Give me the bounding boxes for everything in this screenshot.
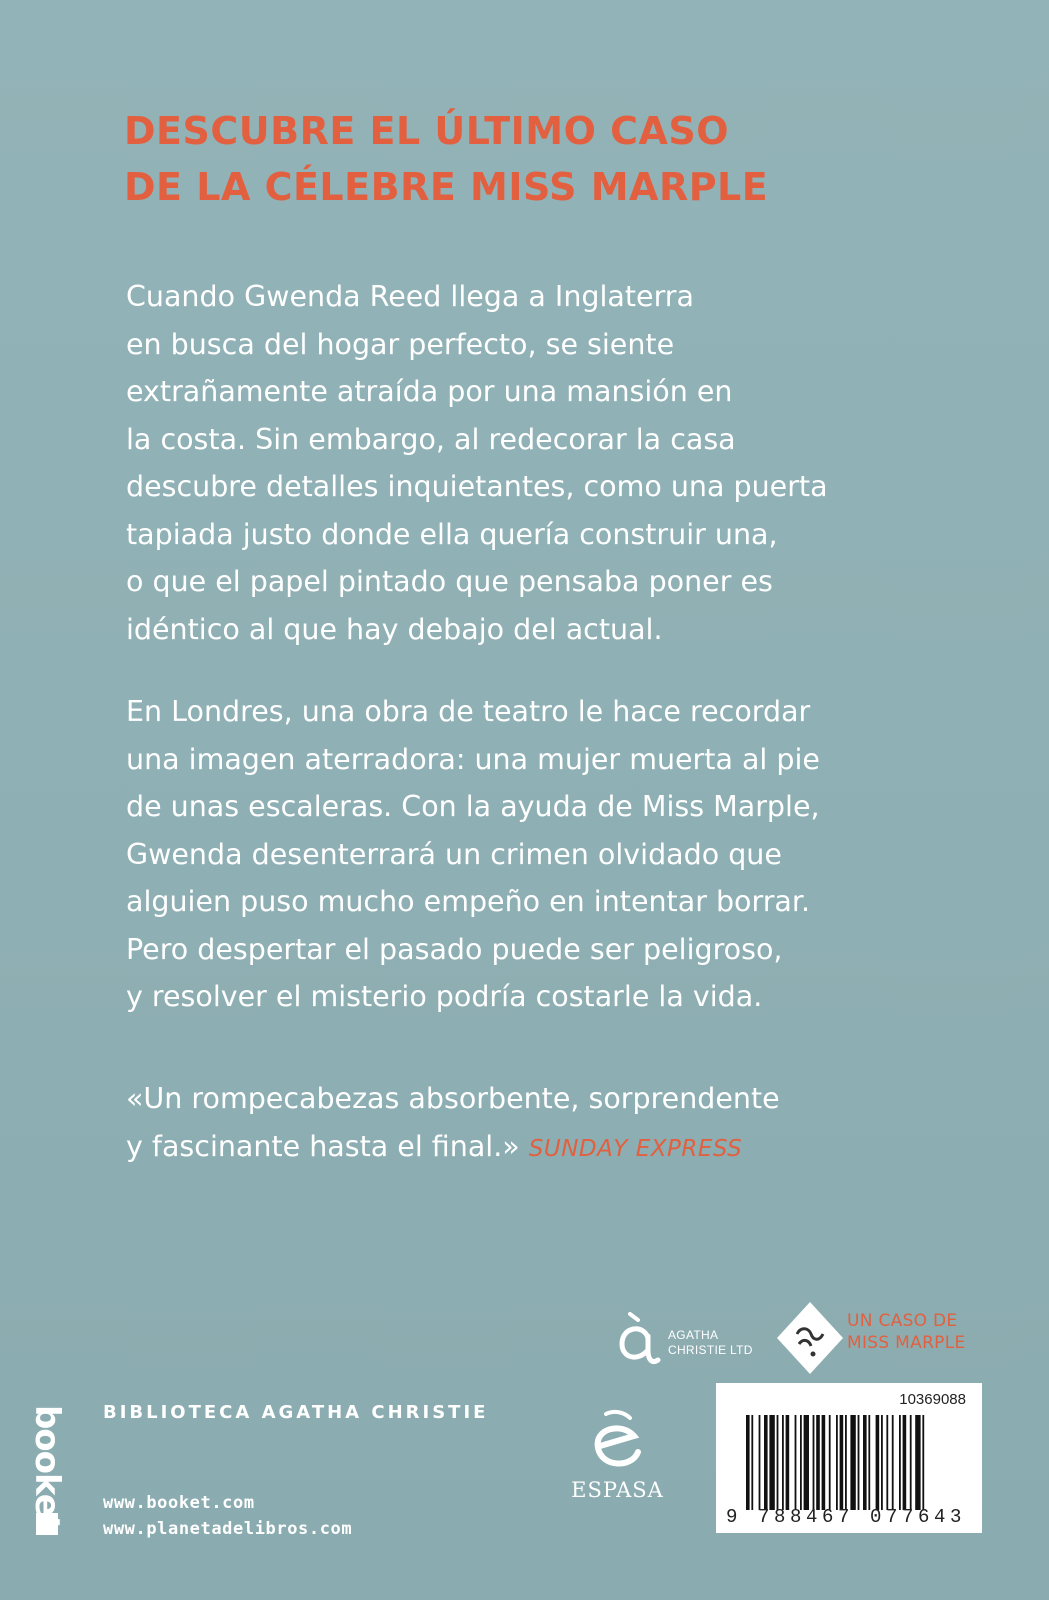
badge-line: MISS MARPLE — [847, 1333, 966, 1353]
barcode-bar — [881, 1415, 883, 1510]
barcode-bar — [764, 1415, 768, 1510]
press-quote — [126, 1075, 926, 1173]
barcode-bar — [892, 1415, 894, 1510]
agatha-christie-logo-text — [668, 1328, 753, 1358]
barcode-bar — [746, 1415, 750, 1510]
barcode-bar — [804, 1415, 809, 1510]
barcode-bar — [829, 1415, 831, 1510]
agatha-christie-logo — [608, 1308, 778, 1378]
quote-line: «Un rompecabezas absorbente, sorprendente — [126, 1082, 780, 1115]
text-line: alguien puso mucho empeño en intentar borrar. — [126, 885, 811, 918]
barcode-bar — [786, 1415, 790, 1510]
barcode-bar — [915, 1415, 920, 1510]
text-line: una imagen aterradora: una mujer muerta al pie — [126, 742, 820, 776]
barcode-bar — [751, 1415, 753, 1510]
barcode-bar — [822, 1415, 826, 1510]
text-line: Pero despertar el pasado puede ser peligroso, — [126, 932, 783, 966]
espasa-e-icon — [560, 1408, 675, 1478]
barcode-bar — [782, 1415, 784, 1510]
website-links — [103, 1490, 352, 1542]
website-link[interactable]: www.planetadelibros.com — [103, 1519, 353, 1539]
text-line: tapiada justo donde ella quería construir una, — [126, 517, 778, 551]
booket-logo-text: booket — [27, 1404, 67, 1531]
barcode-bar — [800, 1415, 802, 1510]
barcode-bar — [868, 1415, 870, 1510]
barcode-bar — [836, 1415, 838, 1510]
barcode-bar — [863, 1415, 867, 1510]
text-line: o que el papel pintado que pensaba poner es — [126, 565, 773, 598]
text-line: En Londres, una obra de teatro le hace recordar — [126, 695, 811, 728]
synopsis-paragraph-2 — [126, 688, 926, 1021]
barcode-bar — [777, 1415, 779, 1510]
barcode-bar — [816, 1415, 820, 1510]
barcode-bar — [845, 1415, 847, 1510]
agatha-christie-a-icon — [608, 1308, 666, 1378]
christie-line: CHRISTIE LTD — [668, 1343, 753, 1357]
quote-line-2 — [126, 1123, 926, 1174]
text-line: en busca del hogar perfecto, se siente — [126, 327, 675, 361]
barcode-digits: 9 788467 077643 — [726, 1506, 967, 1528]
barcode-bar — [903, 1415, 907, 1510]
quote-source: SUNDAY EXPRESS — [528, 1135, 743, 1162]
barcode-bar — [795, 1415, 797, 1510]
synopsis-paragraph-1 — [126, 273, 926, 653]
booket-logo — [22, 1395, 72, 1540]
barcode-bar — [850, 1415, 855, 1510]
text-line: Gwenda desenterrará un crimen olvidado que — [126, 837, 782, 871]
barcode — [716, 1383, 982, 1533]
miss-marple-badge — [775, 1300, 1005, 1380]
quote-line-text: y fascinante hasta el final.» — [126, 1129, 520, 1163]
text-line: descubre detalles inquietantes, como una puerta — [126, 470, 828, 503]
text-line: de unas escaleras. Con la ayuda de Miss Marple, — [126, 790, 820, 823]
website-link[interactable]: www.booket.com — [103, 1493, 255, 1513]
text-line: la costa. Sin embargo, al redecorar la casa — [126, 422, 736, 456]
barcode-bar — [858, 1415, 860, 1510]
marple-badge-text — [847, 1310, 966, 1354]
headline-line: DE LA CÉLEBRE MISS MARPLE — [124, 165, 769, 209]
text-line: extrañamente atraída por una mansión en — [126, 375, 733, 408]
espasa-logo-text: ESPASA — [571, 1478, 664, 1502]
barcode-bar — [886, 1415, 888, 1510]
barcode-bars — [746, 1415, 974, 1510]
barcode-top-number: 10369088 — [899, 1391, 966, 1408]
text-line: idéntico al que hay debajo del actual. — [126, 612, 663, 646]
marple-diamond-icon — [775, 1300, 845, 1380]
barcode-bar — [813, 1415, 815, 1510]
barcode-bar — [759, 1415, 761, 1510]
text-line: Cuando Gwenda Reed llega a Inglaterra — [126, 280, 694, 313]
badge-line: UN CASO DE — [847, 1311, 958, 1331]
barcode-bar — [769, 1415, 774, 1510]
barcode-bar — [840, 1415, 844, 1510]
barcode-bar — [899, 1415, 901, 1510]
headline — [124, 103, 884, 215]
text-line: y resolver el misterio podría costarle la vida. — [126, 980, 763, 1013]
agatha-line: AGATHA — [668, 1328, 719, 1342]
espasa-logo — [560, 1408, 675, 1513]
barcode-bar — [876, 1415, 880, 1510]
barcode-bar — [910, 1415, 912, 1510]
series-label: BIBLIOTECA AGATHA CHRISTIE — [103, 1402, 489, 1423]
headline-line: DESCUBRE EL ÚLTIMO CASO — [124, 109, 730, 153]
barcode-bar — [922, 1415, 924, 1510]
